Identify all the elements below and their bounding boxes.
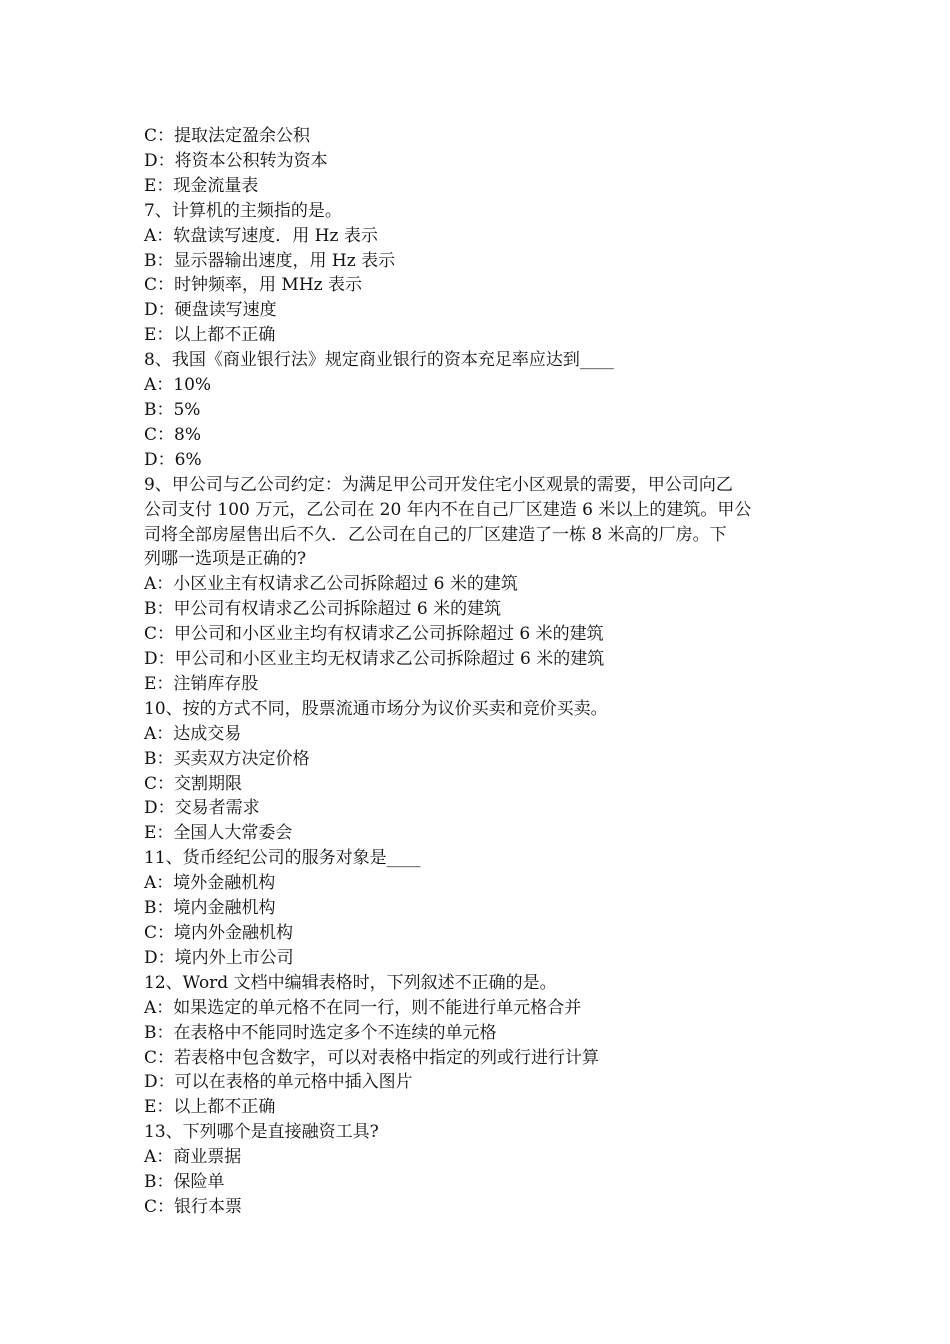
answer-option: A：小区业主有权请求乙公司拆除超过 6 米的建筑 [144,574,518,595]
answer-option: A：商业票据 [144,1147,242,1168]
question-9-line: 公司支付 100 万元，乙公司在 20 年内不在自己厂区建造 6 米以上的建筑。甲公 [144,499,752,520]
answer-option: D：硬盘读写速度 [144,300,277,321]
answer-option: B：显示器输出速度，用 Hz 表示 [144,250,396,271]
question-13: 13、下列哪个是直接融资工具? [144,1122,379,1143]
answer-option: C：交割期限 [144,773,243,794]
question-11: 11、货币经纪公司的服务对象是____ [144,848,421,869]
answer-option: A：软盘读写速度．用 Hz 表示 [144,225,378,246]
document-body [144,124,810,1220]
question-10: 10、按的方式不同，股票流通市场分为议价买卖和竞价买卖。 [144,698,608,719]
answer-option: D：可以在表格的单元格中插入图片 [144,1072,413,1093]
question-12: 12、Word 文档中编辑表格时，下列叙述不正确的是。 [144,972,557,993]
answer-option: D：境内外上市公司 [144,947,294,968]
answer-option: C：甲公司和小区业主均有权请求乙公司拆除超过 6 米的建筑 [144,624,604,645]
question-7: 7、计算机的主频指的是。 [144,200,342,221]
question-9-line: 列哪一选项是正确的? [144,549,307,570]
answer-option: E：以上都不正确 [144,325,276,346]
answer-option: E：现金流量表 [144,175,259,196]
answer-option: C：境内外金融机构 [144,923,294,943]
answer-option: B：甲公司有权请求乙公司拆除超过 6 米的建筑 [144,599,502,620]
answer-option: B：境内金融机构 [144,898,276,919]
answer-option: D：将资本公积转为资本 [144,150,328,171]
answer-option: D：6% [144,449,202,470]
question-8: 8、我国《商业银行法》规定商业银行的资本充足率应达到____ [144,350,614,371]
answer-option: B：买卖双方决定价格 [144,748,310,769]
answer-option: C：银行本票 [144,1196,243,1217]
answer-option: E：注销库存股 [144,673,259,694]
answer-option: E：以上都不正确 [144,1097,276,1118]
answer-option: B：保险单 [144,1172,225,1193]
answer-option: C：若表格中包含数字，可以对表格中指定的列或行进行计算 [144,1047,600,1068]
answer-option: D：甲公司和小区业主均无权请求乙公司拆除超过 6 米的建筑 [144,649,605,670]
answer-option: D：交易者需求 [144,798,260,819]
answer-option: C：8% [144,424,201,445]
answer-option: A：境外金融机构 [144,873,276,894]
answer-option: B：5% [144,399,201,420]
answer-option: A：10% [144,375,212,396]
answer-option: B：在表格中不能同时选定多个不连续的单元格 [144,1022,497,1043]
question-9-line: 9、甲公司与乙公司约定：为满足甲公司开发住宅小区观景的需要，甲公司向乙 [144,474,733,495]
answer-option: E：全国人大常委会 [144,823,293,844]
answer-option: C：时钟频率，用 MHz 表示 [144,275,363,296]
question-9-line: 司将全部房屋售出后不久．乙公司在自己的厂区建造了一栋 8 米高的厂房。下 [144,524,727,545]
answer-option: A：达成交易 [144,723,242,744]
answer-option: C：提取法定盈余公积 [144,126,311,146]
answer-option: A：如果选定的单元格不在同一行，则不能进行单元格合并 [144,997,582,1018]
